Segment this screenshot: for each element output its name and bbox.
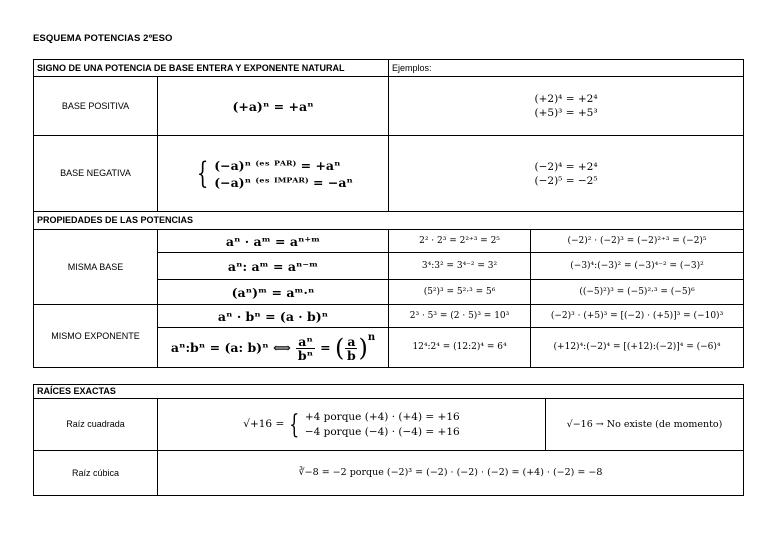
left-brace-icon: { [289,409,300,440]
fraction [345,335,357,362]
fraction [296,335,315,362]
mismo-exponente-example: 12⁴:2⁴ = (12:2)⁴ = 6⁴ [389,328,531,368]
misma-base-example: (−3)⁴:(−3)² = (−3)⁴⁻² = (−3)² [531,253,744,280]
root-line: −4 porque (−4) · (−4) = +16 [304,425,460,438]
mismo-exponente-example: 2³ · 5³ = (2 · 5)³ = 10³ [389,305,531,328]
raiz-cubica-rule: ∛−8 = −2 porque (−2)³ = (−2) · (−2) · (−2) = (+4) · (−2) = −8 [158,451,744,496]
rule-text: aⁿ:bⁿ = (a: b)ⁿ ⟺ [170,340,296,356]
right-paren: ) [358,334,368,363]
rule-line: (−a)ⁿ ⁽ᵉˢ ᴵᴹᴾᴬᴿ⁾ = −aⁿ [214,174,353,190]
base-positiva-label: BASE POSITIVA [34,77,158,136]
left-brace-icon: { [196,155,209,191]
signo-header: SIGNO DE UNA POTENCIA DE BASE ENTERA Y EXPONENTE NATURAL [34,60,389,77]
misma-base-rule: aⁿ · aᵐ = aⁿ⁺ᵐ [158,230,389,253]
misma-base-rule: (aⁿ)ᵐ = aᵐ·ⁿ [158,280,389,305]
potencias-table [33,59,744,368]
mismo-exponente-example: (+12)⁴:(−2)⁴ = [(+12):(−2)]⁴ = (−6)⁴ [531,328,744,368]
raices-header: RAÍCES EXACTAS [34,385,744,399]
mismo-exponente-rule [158,328,389,368]
example-line: (+5)³ = +5³ [534,107,598,119]
misma-base-example: ((−5)²)³ = (−5)²·³ = (−5)⁶ [531,280,744,305]
fraction-numerator: aⁿ [298,334,313,350]
misma-base-rule: aⁿ: aᵐ = aⁿ⁻ᵐ [158,253,389,280]
raiz-cubica-label: Raíz cúbica [34,451,158,496]
ejemplos-header: Ejemplos: [389,60,744,77]
example-line: (+2)⁴ = +2⁴ [534,93,598,105]
base-negativa-label: BASE NEGATIVA [34,136,158,212]
base-positiva-examples [389,77,744,136]
misma-base-example: 2² · 2³ = 2²⁺³ = 2⁵ [389,230,531,253]
example-line: (−2)⁴ = +2⁴ [534,160,598,173]
misma-base-label: MISMA BASE [34,230,158,305]
fraction-denominator: b [347,348,356,364]
raices-table [33,384,744,496]
page-title: ESQUEMA POTENCIAS 2ºESO [33,33,173,44]
raiz-cuadrada-rule [158,399,546,451]
fraction-denominator: bⁿ [297,348,314,364]
raiz-cuadrada-label: Raíz cuadrada [34,399,158,451]
mismo-exponente-rule: aⁿ · bⁿ = (a · b)ⁿ [158,305,389,328]
base-negativa-rule [158,136,389,212]
rule-line: (−a)ⁿ ⁽ᵉˢ ᴾᴬᴿ⁾ = +aⁿ [214,157,341,173]
base-positiva-rule: (+a)ⁿ = +aⁿ [158,77,389,136]
mismo-exponente-example: (−2)³ · (+5)³ = [(−2) · (+5)]³ = (−10)³ [531,305,744,328]
misma-base-example: (5²)³ = 5²·³ = 5⁶ [389,280,531,305]
root-line: +4 porque (+4) · (+4) = +16 [304,410,460,423]
sqrt-lead: √+16 = [243,418,285,431]
base-negativa-examples [389,136,744,212]
misma-base-example: (−2)² · (−2)³ = (−2)²⁺³ = (−2)⁵ [531,230,744,253]
exponent: n [367,332,376,344]
mismo-exponente-label: MISMO EXPONENTE [34,305,158,368]
example-line: (−2)⁵ = −2⁵ [534,174,598,187]
propiedades-header: PROPIEDADES DE LAS POTENCIAS [34,212,744,230]
misma-base-example: 3⁴:3² = 3⁴⁻² = 3² [389,253,531,280]
fraction-numerator: a [347,334,356,350]
equals-sign: = [315,340,335,356]
raiz-cuadrada-note: √−16 → No existe (de momento) [546,399,744,451]
left-paren: ( [335,334,345,363]
